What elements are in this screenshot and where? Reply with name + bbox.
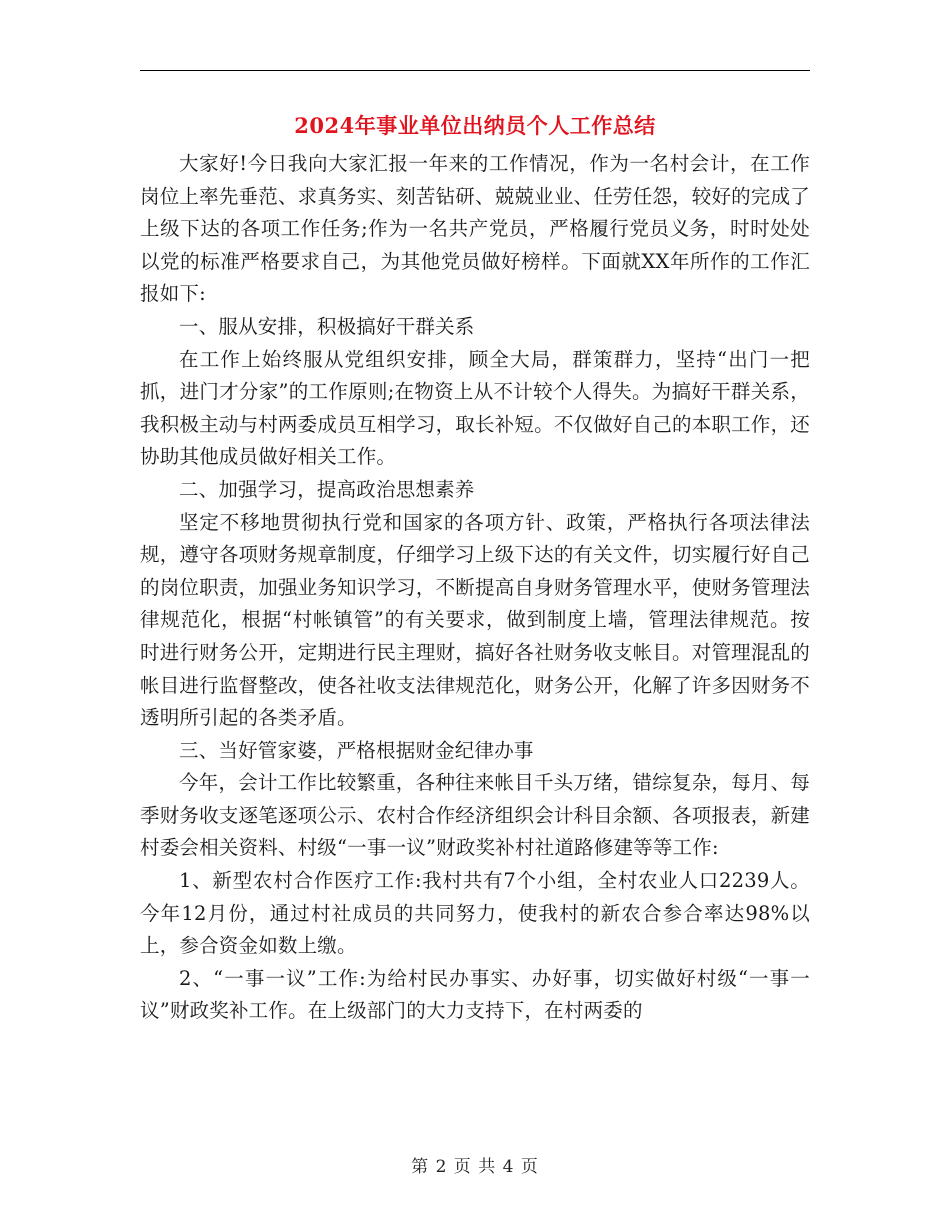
page-number-footer: 第 2 页 共 4 页: [411, 1157, 539, 1177]
intro-paragraph: 大家好!今日我向大家汇报一年来的工作情况，作为一名村会计，在工作岗位上率先垂范、求真务实、刻苦钻研、兢兢业业、任劳任怨，较好的完成了上级下达的各项工作任务;作为一名共产党员，严格履行党员义务，时时处处以党的标准严格要求自己，为其他党员做好榜样。下面就XX年所作的工作汇报如下:: [140, 152, 810, 306]
section-3-paragraph: 今年，会计工作比较繁重，各种往来帐目千头万绪，错综复杂，每月、每季财务收支逐笔逐项公示、农村合作经济组织会计科目余额、各项报表，新建村委会相关资料、村级“一事一议”财政奖补村社道路修建等等工作:: [140, 771, 810, 860]
section-2-paragraph: 坚定不移地贯彻执行党和国家的各项方针、政策，严格执行各项法律法规，遵守各项财务规章制度，仔细学习上级下达的有关文件，切实履行好自己的岗位职责，加强业务知识学习，不断提高自身财务管理水平，使财务管理法律规范化，根据“村帐镇管”的有关要求，做到制度上墙，管理法律规范。按时进行财务公开，定期进行民主理财，搞好各社财务收支帐目。对管理混乱的帐目进行监督整改，使各社收支法律规范化，财务公开，化解了许多因财务不透明所引起的各类矛盾。: [140, 510, 810, 730]
section-heading-3: 三、当好管家婆，严格根据财金纪律办事: [179, 738, 534, 762]
document-body: [140, 148, 810, 1028]
section-1-paragraph: 在工作上始终服从党组织安排，顾全大局，群策群力，坚持“出门一把抓，进门才分家”的工作原则;在物资上从不计较个人得失。为搞好干群关系，我积极主动与村两委成员互相学习，取长补短。不仅做好自己的本职工作，还协助其他成员做好相关工作。: [140, 347, 810, 469]
item-1-paragraph: 1、新型农村合作医疗工作:我村共有7个小组，全村农业人口2239人。今年12月份，通过村社成员的共同努力，使我村的新农合参合率达98%以上，参合资金如数上缴。: [140, 869, 810, 958]
section-heading-1: 一、服从安排，积极搞好干群关系: [179, 314, 475, 338]
header-rule: [140, 70, 810, 71]
section-heading-2: 二、加强学习，提高政治思想素养: [179, 477, 475, 501]
document-title: 2024年事业单位出纳员个人工作总结: [294, 113, 656, 138]
item-2-paragraph: 2、“一事一议”工作:为给村民办事实、办好事，切实做好村级“一事一议”财政奖补工作。在上级部门的大力支持下，在村两委的: [140, 966, 810, 1023]
